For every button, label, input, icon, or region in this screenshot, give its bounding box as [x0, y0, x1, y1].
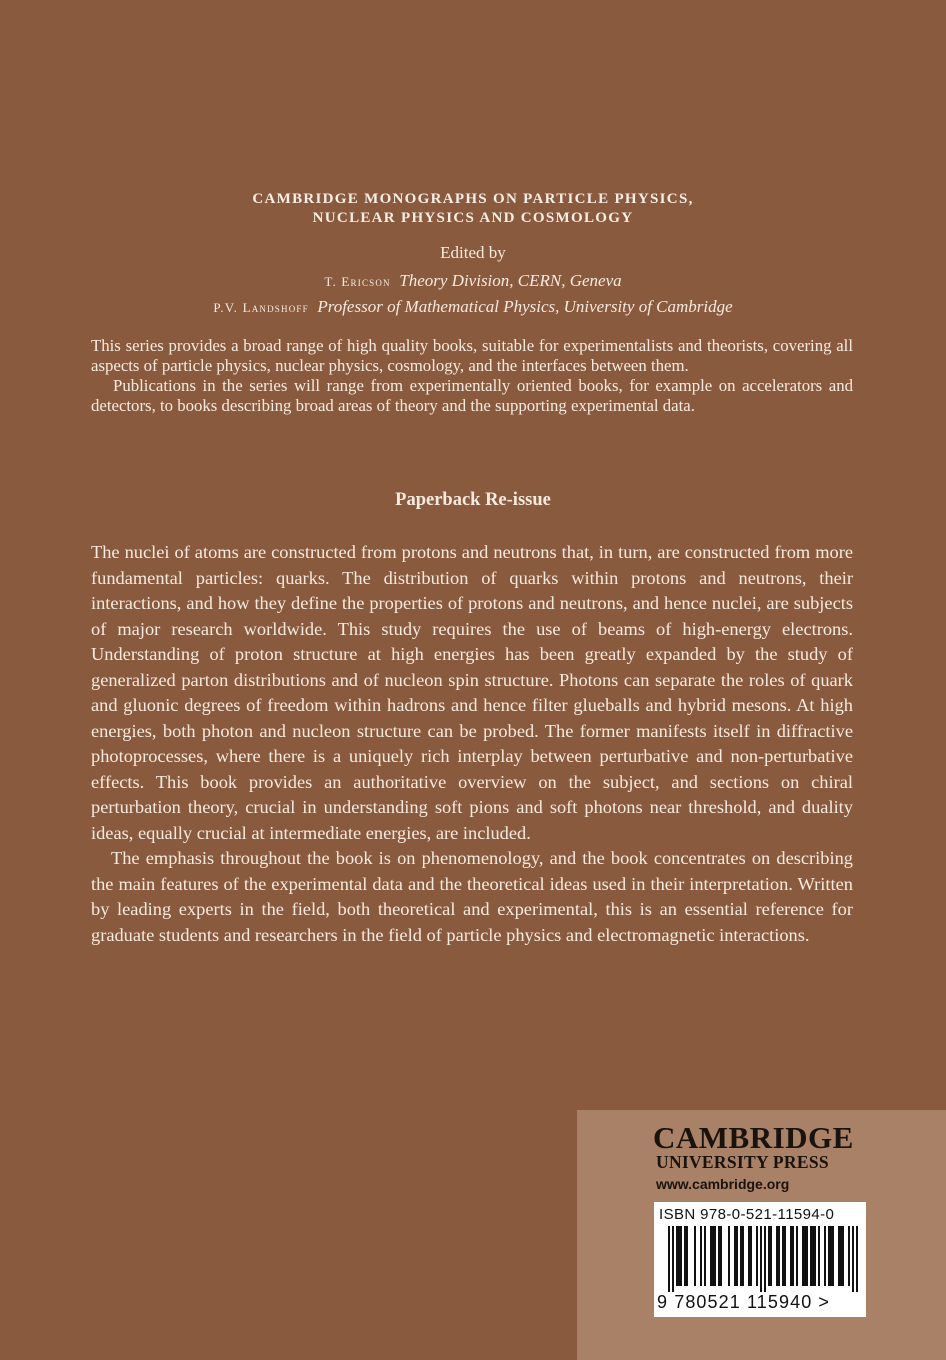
- publisher-name: CAMBRIDGE: [653, 1120, 854, 1155]
- barcode-bar: [838, 1226, 840, 1286]
- series-description: [91, 336, 853, 416]
- barcode-bar: [694, 1226, 696, 1286]
- barcode-bar: [756, 1226, 758, 1286]
- edited-by-label: Edited by: [440, 243, 506, 262]
- editor-landshoff: [0, 297, 946, 317]
- barcode-bar: [770, 1226, 772, 1286]
- barcode-bars: [668, 1226, 858, 1292]
- barcode-bar: [710, 1226, 712, 1286]
- barcode-bar: [852, 1226, 854, 1292]
- barcode-bar: [814, 1226, 816, 1286]
- editor-role: Professor of Mathematical Physics, University of Cambridge: [317, 297, 733, 316]
- series-title-line-2: NUCLEAR PHYSICS AND COSMOLOGY: [312, 210, 634, 226]
- barcode-bar: [718, 1226, 720, 1286]
- barcode-bar: [784, 1226, 786, 1286]
- barcode-bar: [832, 1226, 834, 1286]
- isbn-barcode: [654, 1202, 866, 1317]
- barcode-bar: [686, 1226, 688, 1286]
- editor-name: P.V. Landshoff: [213, 300, 309, 315]
- barcode-bar: [810, 1226, 812, 1286]
- editor-ericson: [0, 271, 946, 291]
- barcode-bar: [742, 1226, 744, 1286]
- barcode-bar: [818, 1226, 820, 1286]
- publisher-url: www.cambridge.org: [656, 1176, 790, 1192]
- barcode-bar: [842, 1226, 844, 1286]
- barcode-bar: [796, 1226, 798, 1286]
- barcode-bar: [778, 1226, 780, 1286]
- barcode-bar: [676, 1226, 678, 1286]
- barcode-bar: [684, 1226, 686, 1286]
- editor-name: T. Ericson: [324, 274, 391, 289]
- blurb-paragraph: The nuclei of atoms are constructed from protons and neutrons that, in turn, are constructed from more fundamental particles: quarks. The distribution of quarks within protons and neutrons, their interactions, and how they define the properties of protons and neutrons, and hence nuclei, are subjects of major research worldwide. This study requires the use of beams of high-energy electrons. Understanding of proton structure at high energies has been greatly expanded by the study of generalized parton distributions and of nucleon spin structure. Photons can separate the roles of quark and gluonic degrees of freedom within hadrons and hence filter glueballs and hybrid mesons. At high energies, both photon and nucleon structure can be probed. The former manifests itself in diffractive photoprocesses, where there is a uniquely rich interplay between perturbative and non-perturbative effects. This book provides an authoritative overview on the subject, and sections on chiral perturbation theory, crucial in understanding soft pions and soft photons near threshold, and duality ideas, equally crucial at intermediate energies, are included.: [91, 542, 853, 843]
- barcode-bar: [736, 1226, 738, 1286]
- barcode-bar: [824, 1226, 826, 1286]
- barcode-bar: [840, 1226, 842, 1286]
- barcode-bar: [678, 1226, 680, 1286]
- blurb-paragraph: The emphasis throughout the book is on phenomenology, and the book concentrates on describing the main features of the experimental data and the theoretical ideas used in their interpretation. Written by leading experts in the field, both theoretical and experimental, this is an essential reference for graduate students and researchers in the field of particle physics and electromagnetic interactions.: [91, 848, 853, 945]
- barcode-bar: [704, 1226, 706, 1286]
- barcode-bar: [830, 1226, 832, 1286]
- reissue-heading: Paperback Re-issue: [395, 490, 551, 510]
- series-title: [0, 190, 946, 228]
- barcode-bar: [764, 1226, 766, 1292]
- barcode-bar: [668, 1226, 670, 1292]
- barcode-bar: [790, 1226, 792, 1286]
- barcode-bar: [792, 1226, 794, 1286]
- barcode-bar: [734, 1226, 736, 1286]
- barcode-bar: [806, 1226, 808, 1286]
- book-blurb: [91, 540, 853, 948]
- isbn-label: ISBN 978-0-521-11594-0: [659, 1206, 835, 1223]
- editor-role: Theory Division, CERN, Geneva: [399, 271, 622, 290]
- barcode-bar: [740, 1226, 742, 1286]
- barcode-bar: [804, 1226, 806, 1286]
- barcode-bar: [720, 1226, 722, 1286]
- barcode-bar: [768, 1226, 770, 1286]
- barcode-digits: 9 780521 115940 >: [657, 1292, 831, 1312]
- barcode-bar: [802, 1226, 804, 1286]
- barcode-bar: [728, 1226, 730, 1286]
- barcode-bar: [856, 1226, 858, 1292]
- series-description-paragraph: Publications in the series will range from experimentally oriented books, for example on accelerators and detectors, to books describing broad areas of theory and the supporting experimental data.: [91, 376, 853, 415]
- series-description-paragraph: This series provides a broad range of high quality books, suitable for experimentalists and theorists, covering all aspects of particle physics, nuclear physics, cosmology, and the interfaces between them.: [91, 336, 853, 375]
- barcode-bar: [700, 1226, 702, 1286]
- barcode-bar: [714, 1226, 716, 1286]
- barcode-bar: [782, 1226, 784, 1286]
- barcode-bar: [812, 1226, 814, 1286]
- series-title-line-1: CAMBRIDGE MONOGRAPHS ON PARTICLE PHYSICS,: [252, 191, 694, 207]
- barcode-bar: [776, 1226, 778, 1286]
- publisher-subtitle: UNIVERSITY PRESS: [656, 1152, 829, 1172]
- publisher-panel: [577, 1110, 946, 1360]
- barcode-bar: [712, 1226, 714, 1286]
- barcode-bar: [750, 1226, 752, 1286]
- barcode-bar: [828, 1226, 830, 1286]
- barcode-bar: [680, 1226, 682, 1286]
- barcode-bar: [672, 1226, 674, 1292]
- barcode-bar: [748, 1226, 750, 1286]
- barcode-bar: [848, 1226, 850, 1286]
- barcode-bar: [760, 1226, 762, 1292]
